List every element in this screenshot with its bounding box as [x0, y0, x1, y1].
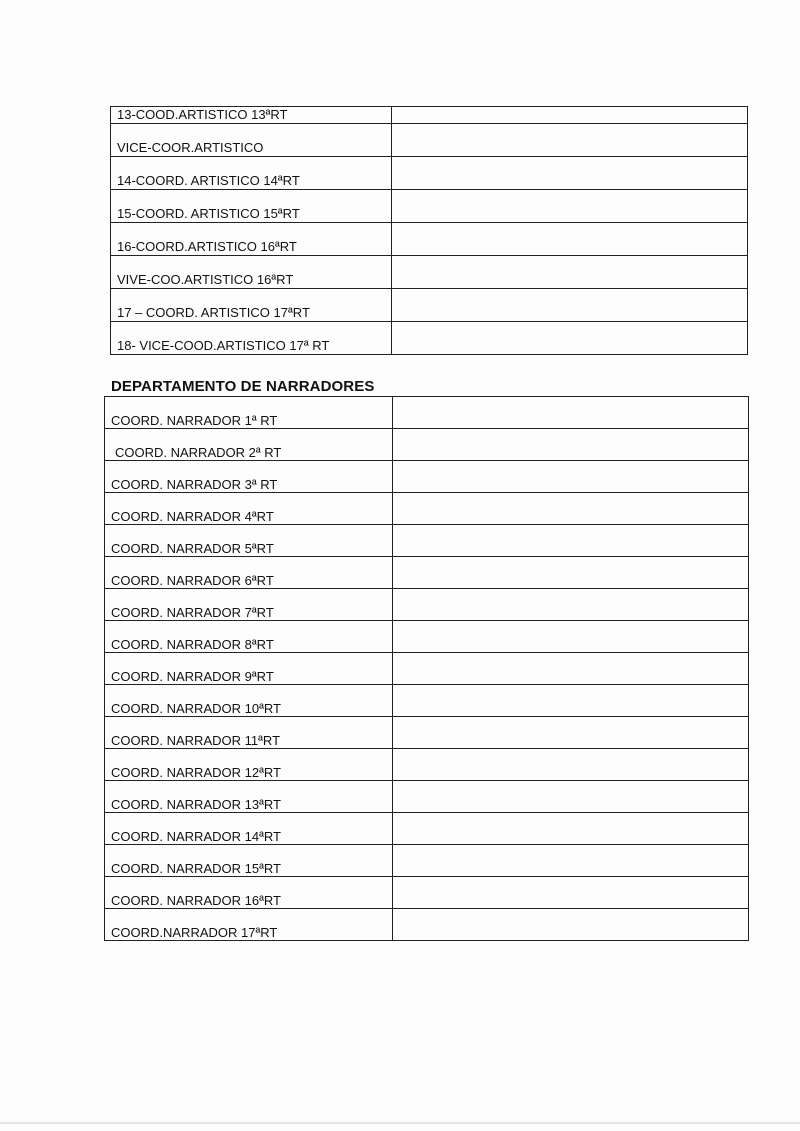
table-row [111, 124, 748, 157]
table-row [111, 289, 748, 322]
row-label: COORD. NARRADOR 1ª RT [105, 397, 393, 429]
row-label: COORD. NARRADOR 15ªRT [105, 845, 393, 877]
row-label: COORD. NARRADOR 11ªRT [105, 717, 393, 749]
table-row [105, 717, 749, 749]
row-value-field[interactable] [393, 781, 749, 813]
table-row [105, 397, 749, 429]
artistico-table [110, 106, 748, 355]
table-row [105, 589, 749, 621]
table-row [105, 909, 749, 941]
row-value-field[interactable] [392, 124, 748, 157]
row-label: COORD. NARRADOR 14ªRT [105, 813, 393, 845]
row-label: COORD. NARRADOR 9ªRT [105, 653, 393, 685]
row-label: COORD. NARRADOR 5ªRT [105, 525, 393, 557]
row-value-field[interactable] [393, 429, 749, 461]
table-row [105, 749, 749, 781]
table-row [105, 557, 749, 589]
table-row [105, 877, 749, 909]
table-row [105, 621, 749, 653]
table-row [111, 322, 748, 355]
table-row [105, 461, 749, 493]
row-value-field[interactable] [392, 190, 748, 223]
section-title: DEPARTAMENTO DE NARRADORES [111, 378, 375, 395]
row-label: COORD. NARRADOR 4ªRT [105, 493, 393, 525]
row-value-field[interactable] [393, 397, 749, 429]
row-label: COORD. NARRADOR 7ªRT [105, 589, 393, 621]
row-value-field[interactable] [392, 322, 748, 355]
table-row [105, 525, 749, 557]
row-value-field[interactable] [393, 653, 749, 685]
row-value-field[interactable] [393, 717, 749, 749]
row-label: COORD. NARRADOR 3ª RT [105, 461, 393, 493]
table-row [105, 493, 749, 525]
row-label: COORD.NARRADOR 17ªRT [105, 909, 393, 941]
row-value-field[interactable] [392, 289, 748, 322]
row-label: COORD. NARRADOR 8ªRT [105, 621, 393, 653]
artistico-table-body [111, 107, 748, 355]
row-label: 17 – COORD. ARTISTICO 17ªRT [111, 289, 392, 322]
row-value-field[interactable] [393, 749, 749, 781]
row-label: COORD. NARRADOR 2ª RT [105, 429, 393, 461]
row-label: 16-COORD.ARTISTICO 16ªRT [111, 223, 392, 256]
row-value-field[interactable] [393, 877, 749, 909]
row-label: COORD. NARRADOR 16ªRT [105, 877, 393, 909]
row-value-field[interactable] [392, 256, 748, 289]
row-label: 13-COOD.ARTISTICO 13ªRT [111, 107, 392, 124]
row-label: 14-COORD. ARTISTICO 14ªRT [111, 157, 392, 190]
page-edge-divider [0, 1122, 800, 1124]
row-value-field[interactable] [393, 557, 749, 589]
table-row [111, 256, 748, 289]
table-row [105, 845, 749, 877]
row-label: COORD. NARRADOR 13ªRT [105, 781, 393, 813]
row-value-field[interactable] [393, 845, 749, 877]
row-value-field[interactable] [393, 493, 749, 525]
row-value-field[interactable] [392, 107, 748, 124]
table-row [111, 223, 748, 256]
row-value-field[interactable] [393, 461, 749, 493]
row-value-field[interactable] [393, 525, 749, 557]
table-row [105, 653, 749, 685]
narradores-table-body [105, 397, 749, 941]
row-label: COORD. NARRADOR 6ªRT [105, 557, 393, 589]
row-value-field[interactable] [392, 223, 748, 256]
table-row [105, 813, 749, 845]
row-value-field[interactable] [393, 685, 749, 717]
row-value-field[interactable] [392, 157, 748, 190]
row-label: 18- VICE-COOD.ARTISTICO 17ª RT [111, 322, 392, 355]
table-row [111, 190, 748, 223]
row-label: VICE-COOR.ARTISTICO [111, 124, 392, 157]
row-label: VIVE-COO.ARTISTICO 16ªRT [111, 256, 392, 289]
row-label: COORD. NARRADOR 10ªRT [105, 685, 393, 717]
table-row [105, 429, 749, 461]
table-row [105, 685, 749, 717]
table-row [105, 781, 749, 813]
table-row [111, 107, 748, 124]
table-row [111, 157, 748, 190]
narradores-table [104, 396, 749, 941]
row-value-field[interactable] [393, 621, 749, 653]
row-label: 15-COORD. ARTISTICO 15ªRT [111, 190, 392, 223]
row-value-field[interactable] [393, 813, 749, 845]
row-label: COORD. NARRADOR 12ªRT [105, 749, 393, 781]
row-value-field[interactable] [393, 909, 749, 941]
row-value-field[interactable] [393, 589, 749, 621]
